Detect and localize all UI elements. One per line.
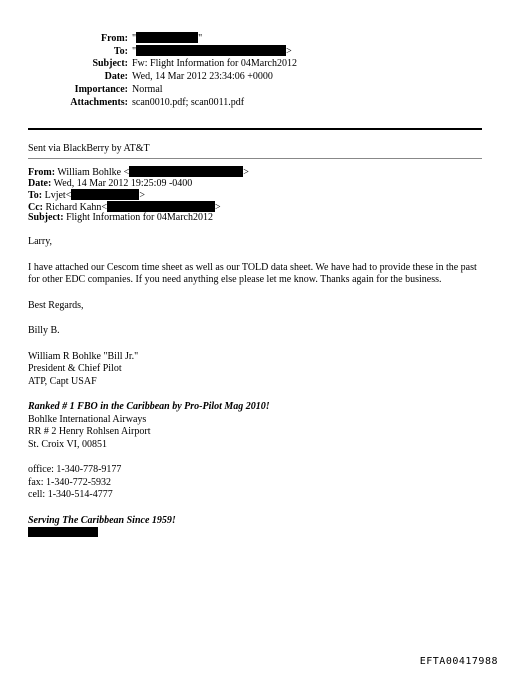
signature-title-block: [28, 351, 484, 389]
slogan-redaction-row: [28, 527, 484, 540]
office-phone: office: 1-340-778-9177: [28, 464, 122, 475]
original-header: [28, 166, 482, 224]
orig-cc-label: Cc:: [28, 201, 43, 213]
fwd-from-label: From:: [100, 33, 128, 44]
orig-subject-value: Flight Information for 04March2012: [66, 212, 213, 223]
fwd-date-label: Date:: [104, 71, 128, 82]
fwd-subject-value: Fw: Flight Information for 04March2012: [132, 58, 297, 69]
fax-number: fax: 1-340-772-5932: [28, 476, 112, 488]
orig-to-label: To:: [28, 190, 43, 201]
bates-number: EFTA00417988: [419, 655, 498, 667]
redaction-bar: [136, 32, 198, 43]
body-paragraph: I have attached our Cescom time sheet as well as our TOLD data sheet. We have had to provide these in the past for other EDC companies. If you need anything else please let me know. Thanks again for the business.: [28, 261, 477, 285]
signature-rank: ATP, Capt USAF: [28, 375, 97, 387]
signature-name: William R Bohlke "Bill Jr.": [28, 350, 139, 362]
fwd-importance-row: [20, 84, 490, 97]
orig-subject-label: Subject:: [28, 212, 64, 223]
fwd-subject-label: Subject:: [92, 58, 128, 69]
fwd-attachments-value: scan0010.pdf; scan0011.pdf: [132, 97, 245, 108]
contact-block: [28, 464, 484, 502]
cell-phone: cell: 1-340-514-4777: [28, 489, 113, 500]
orig-to-row: [28, 189, 482, 201]
forwarded-header: [20, 32, 490, 110]
message-divider: [28, 158, 482, 159]
orig-cc-value: Richard Kahn<: [45, 201, 107, 213]
redaction-bar: [28, 527, 98, 537]
fwd-importance-label: Importance:: [74, 84, 128, 95]
header-divider: [28, 128, 482, 130]
closing: Best Regards,: [28, 299, 84, 311]
ranked-tagline: Ranked # 1 FBO in the Caribbean by Pro-Pilot Mag 2010!: [28, 401, 270, 412]
orig-from-row: [28, 166, 482, 178]
fwd-from-value: ": [132, 33, 137, 44]
company-name: Bohlke International Airways: [28, 413, 147, 425]
greeting: Larry,: [28, 236, 53, 247]
orig-to-value: Lvjet<: [44, 190, 72, 201]
orig-from-label: From:: [28, 167, 56, 178]
slogan-block: [28, 515, 484, 540]
orig-from-end: >: [243, 167, 249, 178]
message-body: [28, 236, 484, 540]
redaction-bar: [71, 189, 139, 200]
orig-date-value: Wed, 14 Mar 2012 19:25:09 -0400: [53, 177, 193, 189]
orig-date-label: Date:: [28, 177, 52, 189]
fwd-to-label: To:: [113, 46, 128, 57]
slogan: Serving The Caribbean Since 1959!: [28, 514, 176, 526]
fwd-importance-value: Normal: [132, 84, 163, 95]
redaction-bar: [129, 166, 243, 177]
fwd-from-quote-end: ": [198, 33, 203, 44]
fwd-from-row: [20, 32, 490, 45]
fwd-date-row: [20, 71, 490, 84]
orig-cc-row: [28, 201, 482, 213]
signature-company-block: [28, 401, 484, 451]
short-name: Billy B.: [28, 325, 60, 336]
redaction-bar: [107, 201, 215, 212]
fwd-subject-row: [20, 58, 490, 71]
fwd-to-value: ": [132, 46, 137, 57]
address-line-2: St. Croix VI, 00851: [28, 438, 107, 450]
orig-date-row: [28, 178, 482, 190]
orig-to-end: >: [139, 190, 145, 201]
fwd-to-row: [20, 45, 490, 58]
fwd-to-end: >: [286, 46, 292, 57]
redaction-bar: [136, 45, 286, 56]
fwd-attachments-label: Attachments:: [70, 97, 128, 108]
orig-subject-row: [28, 212, 482, 224]
fwd-attachments-row: [20, 97, 490, 110]
signature-title: President & Chief Pilot: [28, 363, 122, 374]
orig-cc-end: >: [214, 201, 221, 213]
address-line-1: RR # 2 Henry Rohlsen Airport: [28, 426, 151, 437]
fwd-date-value: Wed, 14 Mar 2012 23:34:06 +0000: [132, 71, 273, 82]
orig-from-value: William Bohlke <: [57, 167, 130, 178]
sent-via-line: Sent via BlackBerry by AT&T: [28, 143, 150, 154]
